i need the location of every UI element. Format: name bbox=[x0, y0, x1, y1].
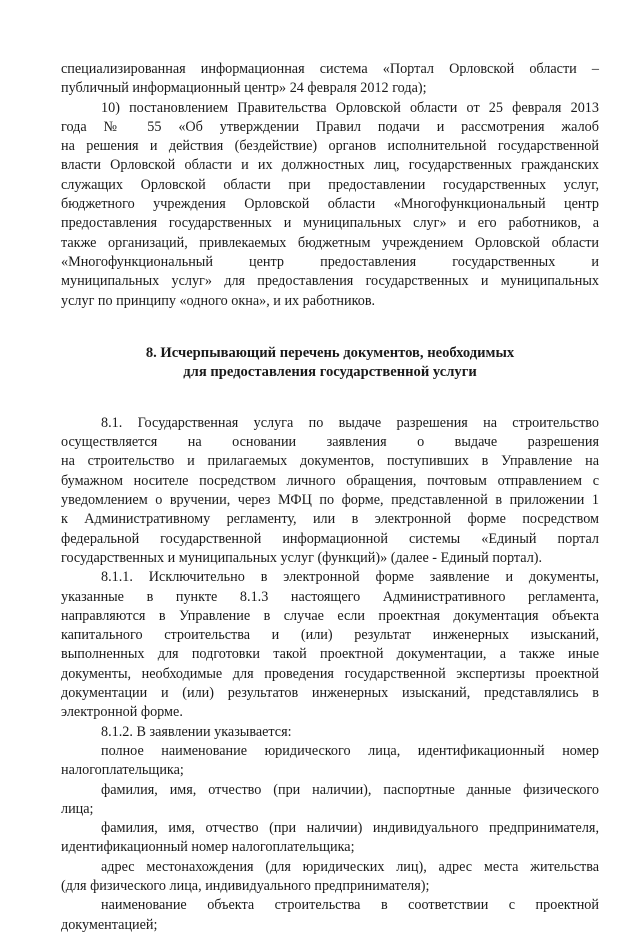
paragraph-item_ip bbox=[61, 819, 599, 858]
document-page bbox=[61, 60, 599, 935]
paragraph-item10 bbox=[61, 99, 599, 311]
text-line: адрес местонахождения (для юридических лиц), адрес места жительства bbox=[101, 858, 599, 875]
text-block-bottom bbox=[61, 414, 599, 935]
text-line: документацией; bbox=[61, 916, 158, 933]
text-line: специализированная информационная система «Портал Орловской области – bbox=[61, 61, 599, 77]
paragraph-item_name bbox=[61, 742, 599, 781]
text-line: полное наименование юридического лица, идентификационный номер bbox=[101, 742, 599, 759]
text-line: 8.1.1. Исключительно в электронной форме заявление и документы, bbox=[101, 569, 599, 586]
text-line: налогоплательщика; bbox=[61, 762, 184, 779]
text-line: направляются в Управление в случае если проектная документация объекта bbox=[61, 607, 599, 624]
text-line: государственных и муниципальных услуг (функций)» (далее - Единый портал). bbox=[61, 549, 543, 566]
text-line: электронной форме. bbox=[61, 704, 183, 721]
text-line: власти Орловской области и их должностных лиц, государственных гражданских bbox=[61, 157, 599, 174]
text-line: осуществляется на основании заявления о выдаче разрешения bbox=[61, 434, 599, 451]
text-line: услуг по принципу «одного окна», и их работников. bbox=[61, 292, 376, 309]
text-line: 8.1. Государственная услуга по выдаче разрешения на строительство bbox=[101, 414, 599, 431]
text-line: фамилия, имя, отчество (при наличии) индивидуального предпринимателя, bbox=[101, 820, 599, 837]
paragraph-intro bbox=[61, 60, 599, 99]
paragraph-p8_1_1 bbox=[61, 568, 599, 722]
paragraph-item_address bbox=[61, 858, 599, 897]
paragraph-p8_1_2 bbox=[61, 723, 599, 742]
text-line: на решения и действия (бездействие) органов исполнительной государственной bbox=[61, 138, 599, 155]
text-line: предоставления государственных и муниципальных слуг» и его работников, а bbox=[61, 215, 599, 232]
text-line: наименование объекта строительства в соответствии с проектной bbox=[101, 897, 599, 914]
text-line: года № 55 «Об утверждении Правил подачи и рассмотрения жалоб bbox=[61, 118, 599, 135]
text-line: бюджетного учреждения Орловской области «Многофункциональный центр bbox=[61, 196, 599, 213]
text-line: фамилия, имя, отчество (при наличии), паспортные данные физического bbox=[101, 781, 599, 798]
text-line: «Многофункциональный центр предоставления государственных и bbox=[61, 253, 599, 270]
text-line: также организаций, привлекаемых бюджетным учреждением Орловской области bbox=[61, 234, 599, 251]
text-line: служащих Орловской области при предоставлении государственных услуг, bbox=[61, 176, 599, 193]
paragraph-p8_1 bbox=[61, 414, 599, 568]
text-block-top bbox=[61, 60, 599, 311]
text-line: к Административному регламенту, или в электронной форме посредством bbox=[61, 511, 599, 528]
text-line: публичный информационный центр» 24 февраля 2012 года); bbox=[61, 80, 427, 97]
text-line: документации и (или) результатов инженерных изысканий, представлялись в bbox=[61, 685, 599, 702]
text-line: выполненных для подготовки такой проектной документации, а также иные bbox=[61, 646, 599, 663]
text-line: документы, необходимые для проведения государственной экспертизы проектной bbox=[61, 665, 599, 682]
text-line: федеральной государственной информационной системы «Единый портал bbox=[61, 530, 599, 547]
text-line: 8.1.2. В заявлении указывается: bbox=[101, 723, 292, 740]
section-heading bbox=[61, 344, 599, 382]
text-line: (для физического лица, индивидуального предпринимателя); bbox=[61, 877, 430, 894]
paragraph-item_fio bbox=[61, 781, 599, 820]
text-line: идентификационный номер налогоплательщика; bbox=[61, 839, 355, 856]
paragraph-item_object bbox=[61, 896, 599, 935]
text-line: капитального строительства и (или) результат инженерных изысканий, bbox=[61, 627, 599, 644]
section-heading-line-2: для предоставления государственной услуги bbox=[183, 363, 477, 380]
text-line: уведомлением о вручении, через МФЦ по форме, представленной в приложении 1 bbox=[61, 492, 599, 509]
text-line: муниципальных услуг» для предоставления государственных и муниципальных bbox=[61, 273, 599, 290]
text-line: на строительство и прилагаемых документов, поступивших в Управление на bbox=[61, 453, 599, 470]
text-line: бумажном носителе посредством личного обращения, почтовым отправлением с bbox=[61, 472, 599, 489]
text-line: 10) постановлением Правительства Орловской области от 25 февраля 2013 bbox=[101, 99, 599, 116]
section-heading-line-1: 8. Исчерпывающий перечень документов, необходимых bbox=[145, 344, 515, 361]
text-line: указанные в пункте 8.1.3 настоящего Административного регламента, bbox=[61, 588, 599, 605]
text-line: лица; bbox=[61, 800, 94, 817]
